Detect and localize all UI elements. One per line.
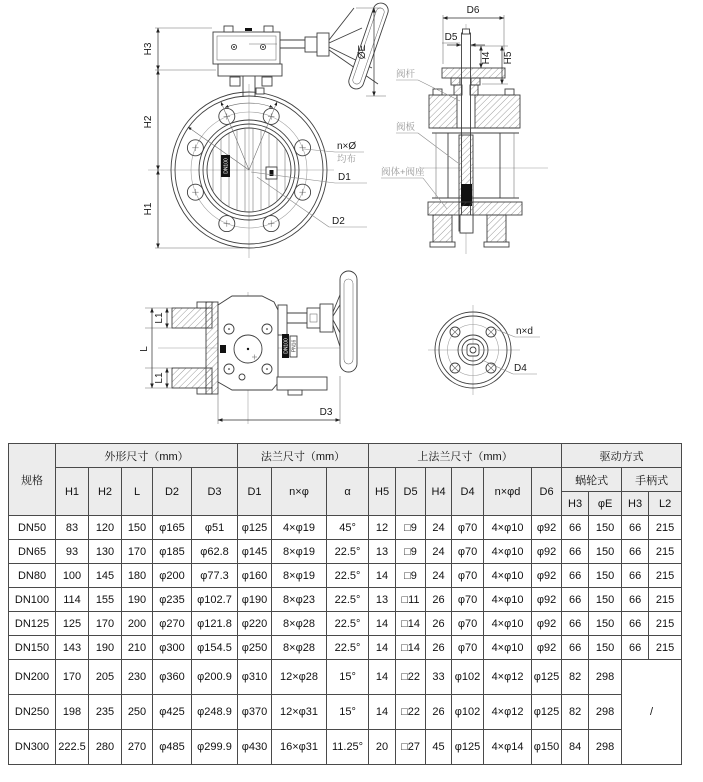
value-cell: 22.5° bbox=[327, 636, 369, 660]
value-cell: 66 bbox=[622, 636, 649, 660]
value-cell: 93 bbox=[56, 540, 89, 564]
value-cell: φ150 bbox=[532, 730, 562, 765]
value-cell: 270 bbox=[122, 730, 153, 765]
value-cell: 13 bbox=[369, 588, 396, 612]
value-cell: 14 bbox=[369, 636, 396, 660]
value-cell: 170 bbox=[56, 660, 89, 695]
header-group-top-flange: 上法兰尺寸（mm） bbox=[369, 444, 562, 468]
header-col: H4 bbox=[426, 468, 452, 516]
value-cell: 45° bbox=[327, 516, 369, 540]
header-col: H3 bbox=[622, 492, 649, 516]
value-cell: φ102 bbox=[452, 695, 484, 730]
value-cell: φ190 bbox=[238, 588, 272, 612]
spec-cell: DN125 bbox=[9, 612, 56, 636]
value-cell: φ185 bbox=[153, 540, 192, 564]
value-cell: 200 bbox=[122, 612, 153, 636]
dim-label-h4: H4 bbox=[481, 51, 492, 65]
value-cell: 11.25° bbox=[327, 730, 369, 765]
header-col: φE bbox=[589, 492, 622, 516]
value-cell: 4×φ10 bbox=[484, 540, 532, 564]
value-cell: φ299.9 bbox=[192, 730, 238, 765]
value-cell: □9 bbox=[396, 564, 426, 588]
value-cell: 215 bbox=[649, 540, 682, 564]
value-cell: 298 bbox=[589, 695, 622, 730]
value-cell: 4×φ10 bbox=[484, 516, 532, 540]
value-cell: 130 bbox=[89, 540, 122, 564]
header-col: D4 bbox=[452, 468, 484, 516]
value-cell: 66 bbox=[562, 636, 589, 660]
nameplate-dn-text: DN100 bbox=[283, 338, 290, 354]
spec-cell: DN300 bbox=[9, 730, 56, 765]
value-cell: 26 bbox=[426, 588, 452, 612]
flange-view-drawing bbox=[428, 305, 540, 395]
value-cell: 8×φ19 bbox=[272, 540, 327, 564]
value-cell: 230 bbox=[122, 660, 153, 695]
value-cell: 26 bbox=[426, 695, 452, 730]
header-group-handle: 手柄式 bbox=[622, 468, 682, 492]
header-col: α bbox=[327, 468, 369, 516]
dim-label-l: L bbox=[139, 346, 150, 352]
callout-n-d: n×d bbox=[516, 326, 533, 337]
dim-label-d3: D3 bbox=[319, 407, 333, 418]
nameplate-text: DN100 bbox=[223, 158, 230, 174]
callout-d4: D4 bbox=[514, 363, 527, 374]
value-cell: 205 bbox=[89, 660, 122, 695]
dim-label-d6: D6 bbox=[466, 5, 480, 16]
header-col: H2 bbox=[89, 468, 122, 516]
front-view-drawing bbox=[143, 1, 390, 258]
value-cell: 150 bbox=[122, 516, 153, 540]
header-col: D1 bbox=[238, 468, 272, 516]
table-row bbox=[9, 588, 682, 612]
value-cell: φ125 bbox=[532, 660, 562, 695]
header-col: H1 bbox=[56, 468, 89, 516]
nameplate-pn-text: PN16 bbox=[291, 339, 298, 353]
table-row bbox=[9, 695, 682, 730]
value-cell: φ300 bbox=[153, 636, 192, 660]
value-cell: 215 bbox=[649, 564, 682, 588]
value-cell: 13 bbox=[369, 540, 396, 564]
table-row bbox=[9, 660, 682, 695]
value-cell: 24 bbox=[426, 540, 452, 564]
value-cell: φ370 bbox=[238, 695, 272, 730]
callout-d1: D1 bbox=[338, 172, 351, 183]
value-cell: 66 bbox=[622, 516, 649, 540]
header-col: H3 bbox=[562, 492, 589, 516]
value-cell: 4×φ19 bbox=[272, 516, 327, 540]
value-cell: φ485 bbox=[153, 730, 192, 765]
spec-table-header bbox=[9, 444, 682, 516]
value-cell: 150 bbox=[589, 636, 622, 660]
value-cell: 8×φ28 bbox=[272, 636, 327, 660]
value-cell: 14 bbox=[369, 564, 396, 588]
value-cell: φ77.3 bbox=[192, 564, 238, 588]
value-cell: 215 bbox=[649, 516, 682, 540]
value-cell: 222.5 bbox=[56, 730, 89, 765]
table-row bbox=[9, 564, 682, 588]
value-cell: 45 bbox=[426, 730, 452, 765]
value-cell: 16×φ31 bbox=[272, 730, 327, 765]
dim-label-l1-top: L1 bbox=[154, 312, 165, 324]
value-cell: 14 bbox=[369, 612, 396, 636]
value-cell: φ125 bbox=[452, 730, 484, 765]
callout-d2: D2 bbox=[332, 216, 345, 227]
value-cell: 4×φ12 bbox=[484, 660, 532, 695]
value-cell: 170 bbox=[89, 612, 122, 636]
header-col: H5 bbox=[369, 468, 396, 516]
value-cell: 190 bbox=[89, 636, 122, 660]
value-cell: □14 bbox=[396, 612, 426, 636]
section-view-drawing bbox=[381, 5, 548, 254]
table-row bbox=[9, 612, 682, 636]
header-col: D3 bbox=[192, 468, 238, 516]
value-cell: □27 bbox=[396, 730, 426, 765]
value-cell: φ70 bbox=[452, 540, 484, 564]
dim-label-h1: H1 bbox=[143, 202, 154, 216]
header-col: L2 bbox=[649, 492, 682, 516]
value-cell: φ125 bbox=[532, 695, 562, 730]
annotation-disc: 阀板 bbox=[396, 122, 416, 133]
value-cell: □14 bbox=[396, 636, 426, 660]
value-cell: 170 bbox=[122, 540, 153, 564]
value-cell: 66 bbox=[562, 516, 589, 540]
value-cell: 280 bbox=[89, 730, 122, 765]
value-cell: φ92 bbox=[532, 564, 562, 588]
table-row bbox=[9, 730, 682, 765]
spec-cell: DN80 bbox=[9, 564, 56, 588]
spec-cell: DN150 bbox=[9, 636, 56, 660]
value-cell: 8×φ23 bbox=[272, 588, 327, 612]
value-cell: 150 bbox=[589, 588, 622, 612]
header-group-outline: 外形尺寸（mm） bbox=[56, 444, 238, 468]
value-cell: 150 bbox=[589, 612, 622, 636]
value-cell: 66 bbox=[622, 612, 649, 636]
value-cell: □11 bbox=[396, 588, 426, 612]
value-cell: φ160 bbox=[238, 564, 272, 588]
header-col: n×φ bbox=[272, 468, 327, 516]
top-view-drawing bbox=[139, 271, 357, 424]
table-row bbox=[9, 516, 682, 540]
value-cell: 14 bbox=[369, 695, 396, 730]
value-cell: 8×φ19 bbox=[272, 564, 327, 588]
header-col: D6 bbox=[532, 468, 562, 516]
value-cell: 180 bbox=[122, 564, 153, 588]
dim-label-h2: H2 bbox=[143, 115, 154, 129]
value-cell: φ310 bbox=[238, 660, 272, 695]
value-cell: 150 bbox=[589, 516, 622, 540]
value-cell: 84 bbox=[562, 730, 589, 765]
callout-junbu: 均布 bbox=[337, 154, 357, 165]
value-cell: φ70 bbox=[452, 612, 484, 636]
spec-cell: DN200 bbox=[9, 660, 56, 695]
value-cell: 12×φ28 bbox=[272, 660, 327, 695]
value-cell: 15° bbox=[327, 660, 369, 695]
spec-cell: DN65 bbox=[9, 540, 56, 564]
dim-label-phiE: ØE bbox=[357, 44, 368, 60]
value-cell: 120 bbox=[89, 516, 122, 540]
value-cell: φ51 bbox=[192, 516, 238, 540]
value-cell: 66 bbox=[622, 564, 649, 588]
value-cell: 143 bbox=[56, 636, 89, 660]
value-cell: 150 bbox=[589, 564, 622, 588]
value-cell: φ92 bbox=[532, 516, 562, 540]
header-col: n×φd bbox=[484, 468, 532, 516]
value-cell: 4×φ10 bbox=[484, 564, 532, 588]
value-cell: 4×φ10 bbox=[484, 636, 532, 660]
value-cell: 24 bbox=[426, 516, 452, 540]
value-cell: φ165 bbox=[153, 516, 192, 540]
value-cell: 66 bbox=[562, 564, 589, 588]
value-cell: 12 bbox=[369, 516, 396, 540]
value-cell: φ70 bbox=[452, 516, 484, 540]
value-cell: 24 bbox=[426, 564, 452, 588]
header-col: L bbox=[122, 468, 153, 516]
value-cell: □22 bbox=[396, 660, 426, 695]
value-cell: φ92 bbox=[532, 540, 562, 564]
value-cell: φ360 bbox=[153, 660, 192, 695]
value-cell: 298 bbox=[589, 730, 622, 765]
value-cell: 198 bbox=[56, 695, 89, 730]
value-cell: 26 bbox=[426, 612, 452, 636]
annotation-body-seat: 阀体+阀座 bbox=[381, 167, 425, 178]
value-cell: 66 bbox=[562, 540, 589, 564]
value-cell: φ220 bbox=[238, 612, 272, 636]
dim-label-h3: H3 bbox=[143, 42, 154, 56]
value-cell: 66 bbox=[562, 612, 589, 636]
value-cell: φ70 bbox=[452, 636, 484, 660]
value-cell: 33 bbox=[426, 660, 452, 695]
value-cell: φ62.8 bbox=[192, 540, 238, 564]
header-spec: 规格 bbox=[9, 444, 56, 516]
header-col: D2 bbox=[153, 468, 192, 516]
value-cell: φ154.5 bbox=[192, 636, 238, 660]
value-cell: φ102 bbox=[452, 660, 484, 695]
value-cell: 4×φ10 bbox=[484, 612, 532, 636]
value-cell: 66 bbox=[562, 588, 589, 612]
value-cell: φ92 bbox=[532, 636, 562, 660]
value-cell: 8×φ28 bbox=[272, 612, 327, 636]
value-cell: 114 bbox=[56, 588, 89, 612]
header-col: D5 bbox=[396, 468, 426, 516]
value-cell: φ270 bbox=[153, 612, 192, 636]
callout-n-phi: n×Ø bbox=[337, 141, 357, 152]
header-group-worm: 蜗轮式 bbox=[562, 468, 622, 492]
value-cell: 190 bbox=[122, 588, 153, 612]
value-cell: 4×φ12 bbox=[484, 695, 532, 730]
value-cell: 82 bbox=[562, 660, 589, 695]
value-cell: φ248.9 bbox=[192, 695, 238, 730]
value-cell: 22.5° bbox=[327, 612, 369, 636]
value-cell: φ430 bbox=[238, 730, 272, 765]
value-cell: φ425 bbox=[153, 695, 192, 730]
value-cell: 66 bbox=[622, 540, 649, 564]
value-cell: 22.5° bbox=[327, 588, 369, 612]
value-cell: 215 bbox=[649, 612, 682, 636]
dim-label-d5: D5 bbox=[444, 32, 458, 43]
value-cell: 150 bbox=[589, 540, 622, 564]
spec-cell: DN100 bbox=[9, 588, 56, 612]
header-group-drive: 驱动方式 bbox=[562, 444, 682, 468]
value-cell: φ235 bbox=[153, 588, 192, 612]
value-cell: 215 bbox=[649, 588, 682, 612]
value-cell: φ92 bbox=[532, 612, 562, 636]
gearbox bbox=[213, 26, 282, 97]
value-cell: 235 bbox=[89, 695, 122, 730]
value-cell: 145 bbox=[89, 564, 122, 588]
value-cell: 26 bbox=[426, 636, 452, 660]
annotation-stem: 阀杆 bbox=[396, 69, 416, 80]
value-cell: 83 bbox=[56, 516, 89, 540]
value-cell: φ125 bbox=[238, 516, 272, 540]
value-cell: 215 bbox=[649, 636, 682, 660]
value-cell: 22.5° bbox=[327, 540, 369, 564]
value-cell: φ250 bbox=[238, 636, 272, 660]
handle-merged-cell: / bbox=[622, 660, 682, 765]
spec-cell: DN50 bbox=[9, 516, 56, 540]
spec-table bbox=[8, 443, 682, 765]
value-cell: φ70 bbox=[452, 564, 484, 588]
dim-label-l1-bottom: L1 bbox=[154, 372, 165, 384]
value-cell: 210 bbox=[122, 636, 153, 660]
value-cell: 66 bbox=[622, 588, 649, 612]
value-cell: □22 bbox=[396, 695, 426, 730]
value-cell: 250 bbox=[122, 695, 153, 730]
value-cell: φ102.7 bbox=[192, 588, 238, 612]
value-cell: □9 bbox=[396, 540, 426, 564]
value-cell: 20 bbox=[369, 730, 396, 765]
value-cell: 82 bbox=[562, 695, 589, 730]
value-cell: 15° bbox=[327, 695, 369, 730]
value-cell: φ121.8 bbox=[192, 612, 238, 636]
value-cell: 4×φ10 bbox=[484, 588, 532, 612]
value-cell: 155 bbox=[89, 588, 122, 612]
value-cell: 22.5° bbox=[327, 564, 369, 588]
header-group-flange: 法兰尺寸（mm） bbox=[238, 444, 369, 468]
value-cell: φ200.9 bbox=[192, 660, 238, 695]
value-cell: φ145 bbox=[238, 540, 272, 564]
table-row bbox=[9, 540, 682, 564]
value-cell: 100 bbox=[56, 564, 89, 588]
spec-table-body bbox=[9, 516, 682, 765]
value-cell: φ200 bbox=[153, 564, 192, 588]
value-cell: 14 bbox=[369, 660, 396, 695]
value-cell: □9 bbox=[396, 516, 426, 540]
spec-cell: DN250 bbox=[9, 695, 56, 730]
table-row bbox=[9, 636, 682, 660]
value-cell: φ92 bbox=[532, 588, 562, 612]
value-cell: 125 bbox=[56, 612, 89, 636]
dim-label-h5: H5 bbox=[503, 51, 514, 65]
value-cell: φ70 bbox=[452, 588, 484, 612]
value-cell: 298 bbox=[589, 660, 622, 695]
value-cell: 12×φ31 bbox=[272, 695, 327, 730]
value-cell: 4×φ14 bbox=[484, 730, 532, 765]
